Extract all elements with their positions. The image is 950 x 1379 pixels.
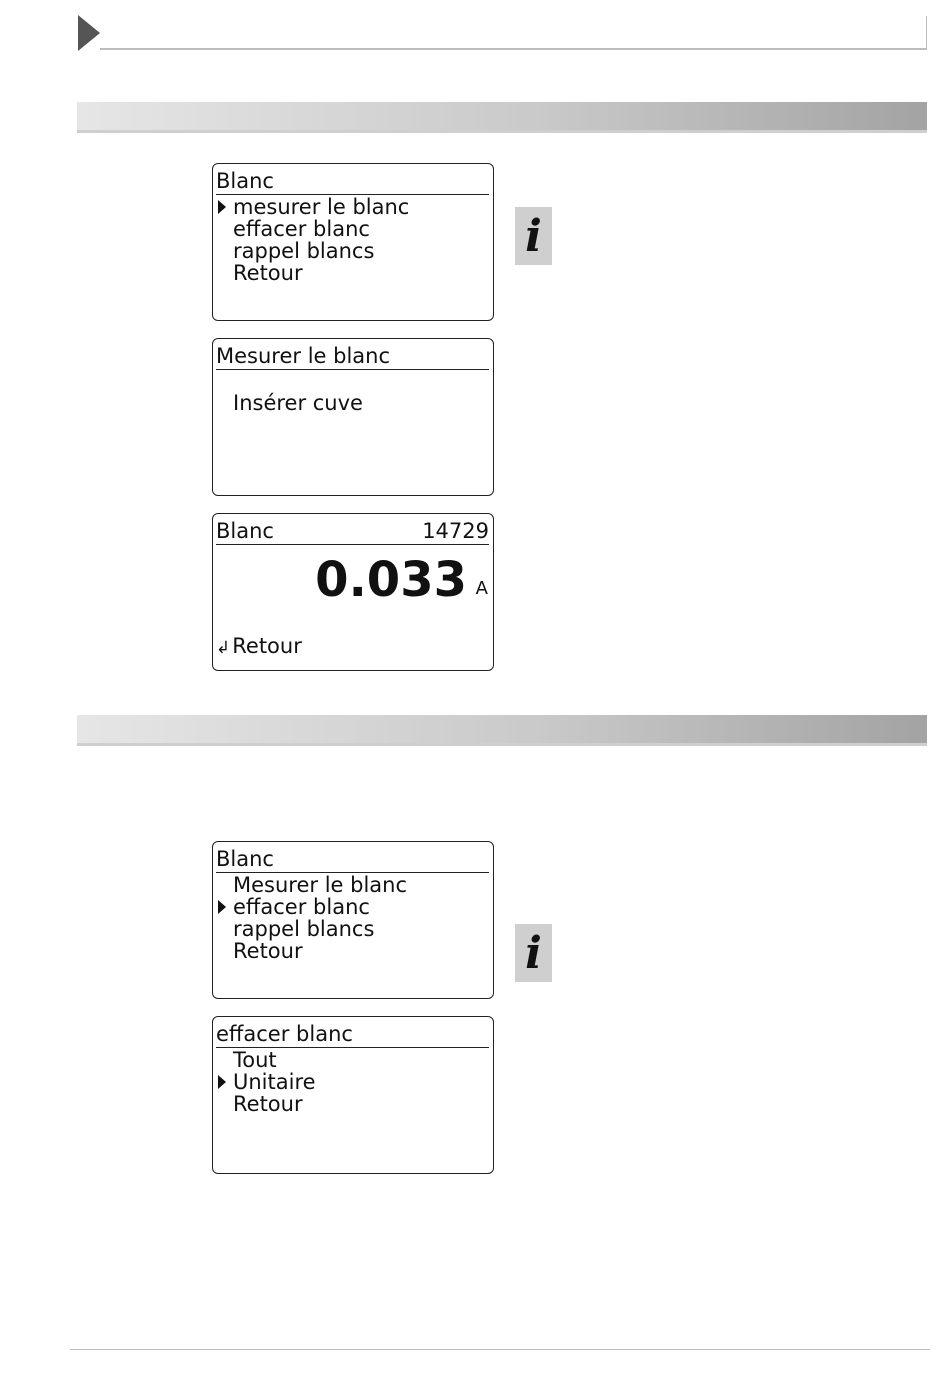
return-button[interactable]: [216, 634, 302, 658]
enter-icon: ↲: [216, 638, 231, 658]
info-icon: [515, 207, 552, 265]
footer-rule: [70, 1349, 930, 1350]
lcd-title-text: Mesurer le blanc: [216, 344, 391, 368]
menu-item-label: Mesurer le blanc: [233, 873, 408, 897]
return-label: Retour: [232, 634, 302, 658]
lcd-title: [216, 518, 489, 545]
lcd-screen-blank-menu: [212, 163, 494, 321]
lcd-screen-clear-blank: [212, 1016, 494, 1174]
cursor-arrow-icon: [218, 200, 226, 214]
menu-item-recall-blanks[interactable]: [216, 918, 489, 940]
menu-item-all[interactable]: [216, 1049, 489, 1071]
lcd-title: [216, 343, 489, 370]
lcd-title: [216, 168, 489, 195]
menu-item-measure-blank[interactable]: [216, 196, 489, 218]
cursor-arrow-icon: [218, 900, 226, 914]
info-glyph: i: [525, 927, 542, 979]
menu-item-label: mesurer le blanc: [233, 195, 410, 219]
lcd-title: [216, 1021, 489, 1048]
menu-item-recall-blanks[interactable]: [216, 240, 489, 262]
menu-item-clear-blank[interactable]: [216, 218, 489, 240]
lcd-screen-measure-blank: [212, 338, 494, 496]
absorbance-value: 0.033: [315, 552, 467, 608]
lcd-screen-blank-result: [212, 513, 494, 671]
lcd-title-text: Blanc: [216, 169, 274, 193]
lcd-title-text: effacer blanc: [216, 1022, 353, 1046]
lcd-title-text: Blanc: [216, 847, 274, 871]
menu-item-return[interactable]: [216, 262, 489, 284]
absorbance-unit: A: [475, 578, 488, 599]
info-glyph: i: [525, 210, 542, 262]
section-bar-measure-blank: [77, 102, 927, 133]
menu-item-single[interactable]: [216, 1071, 489, 1093]
menu-item-label: effacer blanc: [233, 217, 370, 241]
menu-item-label: Retour: [233, 261, 303, 285]
menu-item-return[interactable]: [216, 940, 489, 962]
cursor-arrow-icon: [218, 1075, 226, 1089]
header-rule: [100, 16, 927, 50]
header-arrow-icon: [78, 15, 100, 51]
menu-item-label: Retour: [233, 939, 303, 963]
lcd-title: [216, 846, 489, 873]
menu-item-label: Retour: [233, 1092, 303, 1116]
lcd-message: Insérer cuve: [233, 391, 363, 415]
lcd-counter: 14729: [422, 519, 489, 543]
menu-item-label: Tout: [233, 1048, 277, 1072]
lcd-title-text: Blanc: [216, 519, 274, 543]
menu-item-label: effacer blanc: [233, 895, 370, 919]
menu-item-measure-blank[interactable]: [216, 874, 489, 896]
info-icon: [515, 924, 552, 982]
menu-item-label: Unitaire: [233, 1070, 316, 1094]
menu-item-return[interactable]: [216, 1093, 489, 1115]
menu-item-label: rappel blancs: [233, 239, 375, 263]
menu-item-clear-blank[interactable]: [216, 896, 489, 918]
menu-item-label: rappel blancs: [233, 917, 375, 941]
section-bar-clear-blank: [77, 715, 927, 746]
lcd-screen-blank-menu-clear: [212, 841, 494, 999]
